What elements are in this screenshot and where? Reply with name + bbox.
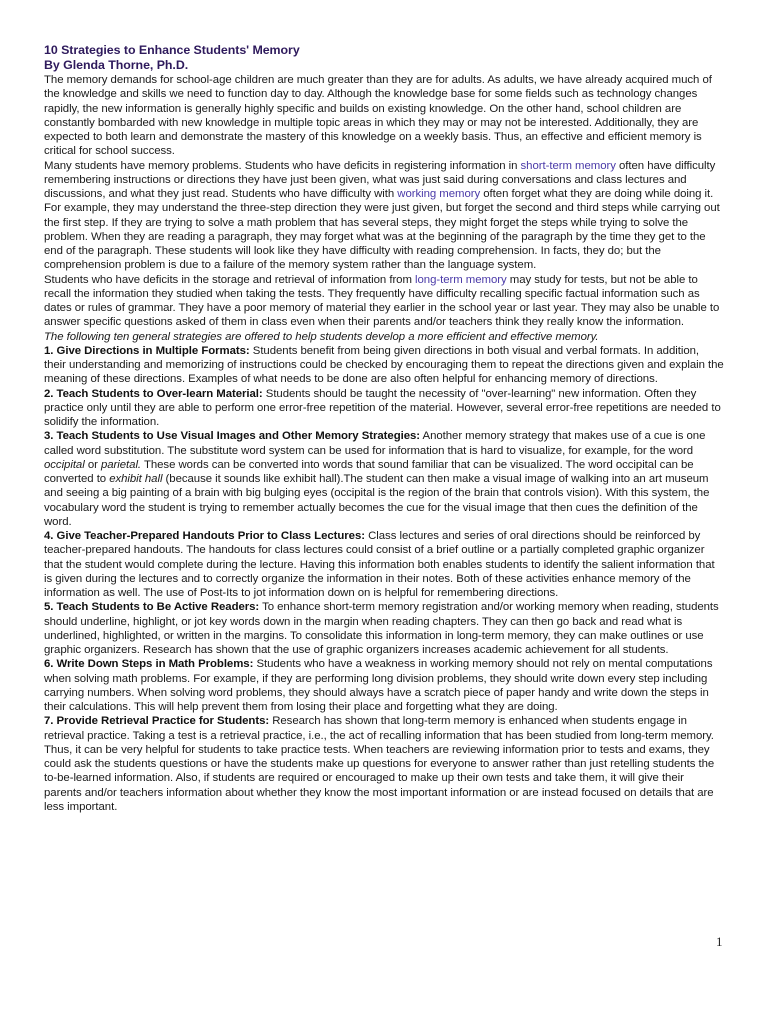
strategies-intro [44, 330, 724, 344]
strategy-text: Another memory strategy that makes use of a cue is one called word substitution. The substitute word system can be used for information that is hard to visualize, for example, for the word [44, 430, 706, 457]
strategy-1 [44, 344, 724, 387]
strategy-text: To enhance short-term memory registration and/or working memory when reading, students should underline, highlight, or jot key words down in the margin when reading chapters. They can then go back and read what is underlined, highlighted, or written in the margins. To consolidate this information in long-term memory, they can make outlines or use graphic organizers. Research has shown that the use of graphic organizers increases academic achievement for all students. [44, 601, 719, 656]
strategy-heading: 5. Teach Students to Be Active Readers: [44, 601, 260, 614]
strategy-heading: 7. Provide Retrieval Practice for Students: [44, 715, 270, 728]
strategy-text: These words can be converted into words that sound familiar that can be visualized. The word occipital can be converted to [44, 458, 694, 485]
strategy-heading: 4. Give Teacher-Prepared Handouts Prior to Class Lectures: [44, 530, 365, 542]
paragraph-long-term-deficits [44, 273, 724, 330]
strategy-text: Students benefit from being given directions in both visual and verbal formats. In addition, their understanding and memorizing of instructions could be checked by encouraging them to repeat the directions given and explain the meaning of these directions. Examples of what needs to be done are also often helpful for enhancing memory of directions. [44, 344, 724, 386]
strategy-text: or [84, 458, 101, 471]
strategy-text: (because it sounds like exhibit hall).The student can then make a visual image of walking into an art museum and seeing a big painting of a brain with big bulging eyes (occipital is the region of the brain that controls vision). With this system, the vocabulary word the student is trying to remember actually becomes the cue for the visual image that then cues the definition of the word. [44, 473, 710, 528]
italic-term: occipital [44, 458, 85, 471]
strategy-heading: 1. Give Directions in Multiple Formats: [44, 344, 250, 357]
page-number: 1 [716, 934, 723, 949]
text-run: Students who have deficits in the storage and retrieval of information from [44, 273, 416, 286]
strategy-heading: 2. Teach Students to Over-learn Material: [44, 387, 263, 400]
text-run: often forget what they are doing while doing it. For example, they may understand the three-step direction they were just given, but forget the second and third steps while carrying out the first step. If they are trying to solve a math problem that has several steps, they might forget the steps while trying to solve the problem. When they are reading a paragraph, they may forget what was at the beginning of the paragraph by the time they get to the end of the paragraph. These students will look like they have difficulty with reading comprehension. In facts, they do; but the comprehension problem is due to a failure of the memory system rather than the language system. [44, 188, 720, 272]
italic-intro: The following ten general strategies are offered to help students develop a more efficient and effective memory. [44, 330, 599, 343]
strategy-7 [44, 714, 724, 814]
strategy-heading: 6. Write Down Steps in Math Problems: [44, 658, 254, 671]
strategy-5 [44, 600, 724, 657]
link-working-memory[interactable]: working memory [397, 188, 481, 200]
strategy-2 [44, 387, 724, 430]
document-title: 10 Strategies to Enhance Students' Memory [44, 43, 300, 57]
document-body [44, 43, 724, 814]
link-short-term-memory[interactable]: short-term memory [520, 159, 616, 172]
italic-term: parietal. [100, 458, 142, 471]
strategy-heading: 3. Teach Students to Use Visual Images and Other Memory Strategies: [44, 430, 421, 443]
paragraph-intro-memory-demands: The memory demands for school-age children are much greater than they are for adults. As adults, we have already acquired much of the knowledge and skills we need to function day to day. Although the knowledge base for some fields such as technology changes rapidly, the new information is generally highly specific and builds on existing knowledge. On the other hand, school children are constantly bombarded with new knowledge in multiple topic areas in which they may or may not be interested. Additionally, they are expected to both learn and demonstrate the mastery of this knowledge on a weekly basis. Thus, an effective and efficient memory is critical for school success. [44, 74, 712, 158]
strategy-text: Class lectures and series of oral directions should be reinforced by teacher-prepared handouts. The handouts for class lectures could consist of a brief outline or a partially completed graphic organizer that the student would complete during the lecture. Having this information both enables students to identify the salient information that is given during the lectures and to correctly organize the information in their notes. Both of these activities enhance memory of the information as well. The use of Post-Its to jot information down on is helpful for remembering directions. [44, 530, 715, 599]
text-run: Many students have memory problems. Students who have deficits in registering information in [44, 159, 521, 172]
strategy-4 [44, 529, 724, 600]
italic-term: exhibit hall [109, 473, 163, 485]
strategy-3 [44, 429, 724, 529]
strategy-text: Students who have a weakness in working memory should not rely on mental computations when solving math problems. For example, if they are performing long division problems, they should write down every step including carrying numbers. When solving word problems, they should always have a scratch piece of paper handy and write down the steps in their calculations. This will help prevent them from losing their place and forgetting what they are doing. [44, 658, 713, 713]
text-run: often have difficulty remembering instructions or directions they have just been given, what was just said during conversations and class lectures and discussions, and what they just read. Students who have difficulty with [44, 159, 716, 200]
link-long-term-memory[interactable]: long-term memory [415, 273, 507, 286]
text-run: may study for tests, but not be able to recall the information they studied when taking the tests. They frequently have difficulty recalling specific factual information such as dates or rules of grammar. They have a poor memory of material they earlier in the school year or last year. They may also be unable to answer specific questions asked of them in class even when their parents and/or teachers think they really know the information. [44, 273, 720, 329]
paragraph-memory-problems [44, 159, 724, 273]
author-line: By Glenda Thorne, Ph.D. [44, 58, 189, 72]
strategy-6 [44, 657, 724, 714]
strategy-text: Research has shown that long-term memory is enhanced when students engage in retrieval practice. Taking a test is a retrieval practice, i.e., the act of recalling information that has been studied from long-term memory. Thus, it can be very helpful for students to take practice tests. When teachers are reviewing information prior to tests and exams, they could ask the students questions or have the students make up questions for everyone to answer rather than just retelling students the to-be-learned information. Also, if students are required or encouraged to make up their own tests and take them, it will give their parents and/or teachers information about whether they know the most important information or are instead focused on details that are less important. [44, 715, 715, 813]
strategy-text: Students should be taught the necessity of "over-learning" new information. Often they practice only until they are able to perform one error-free repetition of the material. However, several error-free repetitions are needed to solidify the information. [44, 387, 721, 428]
